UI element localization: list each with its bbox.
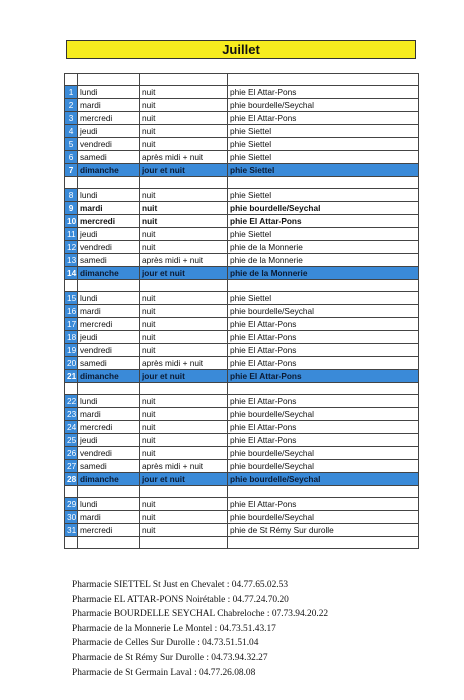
day-row: [65, 524, 419, 537]
day-row: [65, 99, 419, 112]
pharmacy-contact-line: Pharmacie BOURDELLE SEYCHAL Chabreloche : 07.73.94.20.22: [72, 609, 329, 620]
separator-row: [65, 486, 419, 498]
day-name-cell: vendredi: [78, 447, 140, 460]
pharmacy-cell: phie de St Rémy Sur durolle: [228, 524, 419, 537]
pharmacy-contact-line: Pharmacie EL ATTAR-PONS Noirétable : 04.77.24.70.20: [72, 594, 289, 605]
day-name-cell: dimanche: [78, 473, 140, 486]
day-number-cell: 26: [65, 447, 78, 460]
period-cell: nuit: [140, 344, 228, 357]
period-cell: nuit: [140, 434, 228, 447]
day-number-cell: 8: [65, 189, 78, 202]
day-number-cell: 23: [65, 408, 78, 421]
pharmacy-contact-line: Pharmacie de la Monnerie Le Montel : 04.73.51.43.17: [72, 623, 276, 634]
period-cell: nuit: [140, 421, 228, 434]
day-row: [65, 138, 419, 151]
day-name-cell: mardi: [78, 99, 140, 112]
pharmacy-cell: phie El Attar-Pons: [228, 112, 419, 125]
separator-row: [65, 383, 419, 395]
period-cell: nuit: [140, 86, 228, 99]
pharmacy-cell: phie bourdelle/Seychal: [228, 202, 419, 215]
day-row: [65, 434, 419, 447]
pharmacy-cell: phie bourdelle/Seychal: [228, 408, 419, 421]
period-cell: jour et nuit: [140, 164, 228, 177]
pharmacy-cell: phie El Attar-Pons: [228, 395, 419, 408]
day-number-cell: 22: [65, 395, 78, 408]
period-cell: jour et nuit: [140, 267, 228, 280]
day-row: [65, 408, 419, 421]
pharmacy-cell: phie Siettel: [228, 151, 419, 164]
day-name-cell: lundi: [78, 395, 140, 408]
day-name-cell: jeudi: [78, 434, 140, 447]
pharmacy-cell: phie El Attar-Pons: [228, 498, 419, 511]
sunday-row: [65, 164, 419, 177]
separator-row: [65, 280, 419, 292]
day-number-cell: 11: [65, 228, 78, 241]
day-row: [65, 86, 419, 99]
pharmacy-cell: phie bourdelle/Seychal: [228, 473, 419, 486]
period-cell: jour et nuit: [140, 370, 228, 383]
period-cell: nuit: [140, 408, 228, 421]
pharmacy-cell: phie El Attar-Pons: [228, 331, 419, 344]
day-number-cell: 28: [65, 473, 78, 486]
period-cell: nuit: [140, 511, 228, 524]
day-name-cell: mercredi: [78, 112, 140, 125]
day-number-cell: 15: [65, 292, 78, 305]
day-name-cell: mercredi: [78, 524, 140, 537]
pharmacy-cell: phie El Attar-Pons: [228, 421, 419, 434]
period-cell: nuit: [140, 318, 228, 331]
period-cell: nuit: [140, 524, 228, 537]
period-cell: après midi + nuit: [140, 357, 228, 370]
pharmacy-contact-line: Pharmacie de St Germain Laval : 04.77.26.08.08: [72, 667, 256, 678]
period-cell: nuit: [140, 292, 228, 305]
day-number-cell: 9: [65, 202, 78, 215]
day-row: [65, 228, 419, 241]
pharmacy-cell: phie Siettel: [228, 228, 419, 241]
day-number-cell: 29: [65, 498, 78, 511]
pharmacy-cell: phie bourdelle/Seychal: [228, 99, 419, 112]
day-row: [65, 215, 419, 228]
pharmacy-cell: phie Siettel: [228, 138, 419, 151]
day-number-cell: 5: [65, 138, 78, 151]
day-name-cell: lundi: [78, 292, 140, 305]
pharmacy-cell: phie de la Monnerie: [228, 267, 419, 280]
day-row: [65, 189, 419, 202]
day-name-cell: samedi: [78, 151, 140, 164]
month-title: Juillet: [66, 40, 416, 59]
day-name-cell: mercredi: [78, 318, 140, 331]
day-row: [65, 254, 419, 267]
pharmacy-cell: phie bourdelle/Seychal: [228, 447, 419, 460]
pharmacy-contact-line: Pharmacie SIETTEL St Just en Chevalet : 04.77.65.02.53: [72, 580, 289, 590]
day-number-cell: 19: [65, 344, 78, 357]
day-number-cell: 14: [65, 267, 78, 280]
day-number-cell: 13: [65, 254, 78, 267]
day-name-cell: lundi: [78, 189, 140, 202]
day-number-cell: 2: [65, 99, 78, 112]
day-row: [65, 331, 419, 344]
day-number-cell: 25: [65, 434, 78, 447]
day-row: [65, 395, 419, 408]
day-number-cell: 27: [65, 460, 78, 473]
day-number-cell: 24: [65, 421, 78, 434]
day-name-cell: samedi: [78, 357, 140, 370]
day-number-cell: 20: [65, 357, 78, 370]
period-cell: nuit: [140, 228, 228, 241]
pharmacy-cell: phie Siettel: [228, 125, 419, 138]
separator-row: [65, 537, 419, 549]
day-row: [65, 498, 419, 511]
day-name-cell: samedi: [78, 254, 140, 267]
day-number-cell: 21: [65, 370, 78, 383]
sunday-row: [65, 473, 419, 486]
day-number-cell: 12: [65, 241, 78, 254]
pharmacy-cell: phie bourdelle/Seychal: [228, 305, 419, 318]
day-number-cell: 1: [65, 86, 78, 99]
day-name-cell: samedi: [78, 460, 140, 473]
day-name-cell: lundi: [78, 498, 140, 511]
period-cell: nuit: [140, 447, 228, 460]
day-name-cell: mardi: [78, 408, 140, 421]
day-name-cell: mardi: [78, 511, 140, 524]
period-cell: nuit: [140, 189, 228, 202]
day-row: [65, 202, 419, 215]
day-number-cell: 10: [65, 215, 78, 228]
separator-row: [65, 177, 419, 189]
day-name-cell: mercredi: [78, 215, 140, 228]
day-row: [65, 292, 419, 305]
day-row: [65, 447, 419, 460]
day-row: [65, 305, 419, 318]
separator-row: [65, 74, 419, 86]
period-cell: jour et nuit: [140, 473, 228, 486]
pharmacy-cell: phie El Attar-Pons: [228, 434, 419, 447]
day-name-cell: vendredi: [78, 241, 140, 254]
day-name-cell: jeudi: [78, 125, 140, 138]
period-cell: nuit: [140, 112, 228, 125]
pharmacy-cell: phie de la Monnerie: [228, 241, 419, 254]
pharmacy-contact-line: Pharmacie de St Rémy Sur Durolle : 04.73.94.32.27: [72, 652, 268, 663]
pharmacy-cell: phie El Attar-Pons: [228, 344, 419, 357]
day-name-cell: mardi: [78, 305, 140, 318]
day-name-cell: dimanche: [78, 267, 140, 280]
pharmacy-cell: phie bourdelle/Seychal: [228, 460, 419, 473]
day-row: [65, 511, 419, 524]
pharmacy-cell: phie Siettel: [228, 292, 419, 305]
period-cell: après midi + nuit: [140, 151, 228, 164]
day-row: [65, 125, 419, 138]
period-cell: nuit: [140, 305, 228, 318]
day-row: [65, 460, 419, 473]
day-number-cell: 18: [65, 331, 78, 344]
day-number-cell: 7: [65, 164, 78, 177]
period-cell: nuit: [140, 138, 228, 151]
period-cell: nuit: [140, 395, 228, 408]
pharmacy-cell: phie El Attar-Pons: [228, 318, 419, 331]
day-row: [65, 318, 419, 331]
period-cell: après midi + nuit: [140, 254, 228, 267]
day-number-cell: 31: [65, 524, 78, 537]
pharmacy-cell: phie Siettel: [228, 164, 419, 177]
day-name-cell: jeudi: [78, 228, 140, 241]
day-name-cell: mardi: [78, 202, 140, 215]
day-number-cell: 6: [65, 151, 78, 164]
sunday-row: [65, 267, 419, 280]
period-cell: nuit: [140, 215, 228, 228]
pharmacy-cell: phie bourdelle/Seychal: [228, 511, 419, 524]
pharmacy-contacts: [72, 578, 328, 680]
day-name-cell: vendredi: [78, 344, 140, 357]
period-cell: nuit: [140, 498, 228, 511]
day-name-cell: mercredi: [78, 421, 140, 434]
period-cell: nuit: [140, 241, 228, 254]
day-row: [65, 112, 419, 125]
day-row: [65, 344, 419, 357]
on-call-schedule-table: [64, 73, 419, 549]
day-number-cell: 30: [65, 511, 78, 524]
period-cell: nuit: [140, 99, 228, 112]
pharmacy-cell: phie Siettel: [228, 189, 419, 202]
period-cell: nuit: [140, 125, 228, 138]
pharmacy-cell: phie de la Monnerie: [228, 254, 419, 267]
sunday-row: [65, 370, 419, 383]
pharmacy-contact-line: Pharmacie de Celles Sur Durolle : 04.73.51.51.04: [72, 638, 259, 649]
pharmacy-cell: phie El Attar-Pons: [228, 86, 419, 99]
day-number-cell: 16: [65, 305, 78, 318]
day-row: [65, 151, 419, 164]
day-number-cell: 17: [65, 318, 78, 331]
day-name-cell: dimanche: [78, 164, 140, 177]
period-cell: nuit: [140, 331, 228, 344]
pharmacy-cell: phie El Attar-Pons: [228, 357, 419, 370]
day-number-cell: 3: [65, 112, 78, 125]
day-number-cell: 4: [65, 125, 78, 138]
day-row: [65, 421, 419, 434]
day-name-cell: vendredi: [78, 138, 140, 151]
pharmacy-cell: phie El Attar-Pons: [228, 215, 419, 228]
day-name-cell: dimanche: [78, 370, 140, 383]
pharmacy-cell: phie El Attar-Pons: [228, 370, 419, 383]
period-cell: après midi + nuit: [140, 460, 228, 473]
day-name-cell: jeudi: [78, 331, 140, 344]
day-row: [65, 241, 419, 254]
day-name-cell: lundi: [78, 86, 140, 99]
period-cell: nuit: [140, 202, 228, 215]
day-row: [65, 357, 419, 370]
